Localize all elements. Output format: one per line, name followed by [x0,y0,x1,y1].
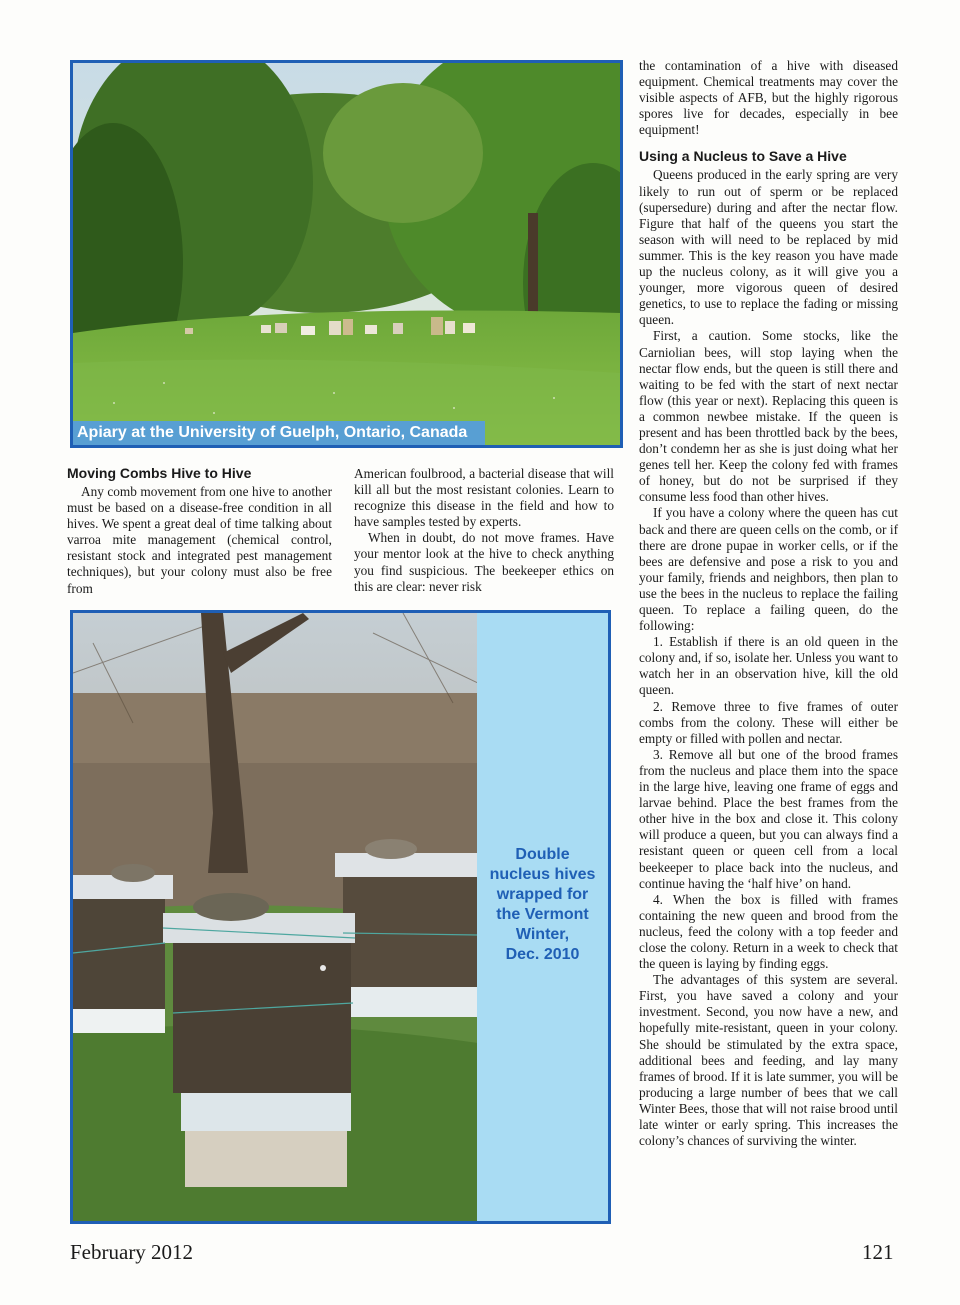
caption-line: the Vermont [496,906,589,923]
step-paragraph: 1. Establish if there is an old queen in the colony and, if so, isolate her. Unless you want to watch her in an observation hive, kill the old queen. [639,634,898,698]
body-paragraph: If you have a colony where the queen has cut back and there are queen cells on the comb, or if there are drone pupae in worker cells, or if the bees are defensive and pose a risk to you and your family, friends and neighbors, then plan to use the bees in the nucleus to replace the failing queen. To replace a failing queen, do the following: [639,505,898,634]
apiary-photo-caption: Apiary at the University of Guelph, Ontario, Canada [73,421,485,445]
body-paragraph: When in doubt, do not move frames. Have your mentor look at the hive to check anything you find suspicious. The beekeeper ethics on this are clear: never risk [354,530,614,594]
step-paragraph: 4. When the box is filled with frames containing the new queen and brood from the nucleus, feed the colony with a top feeder and close the colony. Return in a week to check that the queen is laying by finding eggs. [639,891,898,972]
caption-line: wrapped for [496,886,589,903]
nucleus-hives-photo-image [73,613,478,1221]
body-paragraph: Queens produced in the early spring are very likely to run out of sperm or be replaced (supersedure) during and after the nectar flow. Figure that half of the queens you start the season with will need to be replaced by mid summer. This is the key reason you have made up the nucleus colony, as it will give you a younger, more vigorous queen of desired genetics, to use to replace the fading or missing queen. [639,167,898,328]
nucleus-hives-photo [70,610,611,1224]
section-heading-moving-combs: Moving Combs Hive to Hive [67,465,252,481]
body-paragraph: First, a caution. Some stocks, like the Carniolian bees, will stop laying when the nectar flow ends, but the queen is still there and waiting to be fed with the start of next nectar flow (this year or next). Replacing this queen is a common newbee mistake. If the queen is present and has been throttled back by the bees, don’t condemn her as she is just doing what her genes tell her. Keep the colony fed with frames of honey, but do not be surprised if they consume less food than other hives. [639,328,898,505]
caption-line: nucleus hives [489,866,596,883]
caption-line: Double [515,846,570,863]
apiary-photo-image [73,63,620,445]
page-number: 121 [862,1240,894,1264]
step-paragraph: 3. Remove all but one of the brood frames from the nucleus and place them into the space in the large hive, leaving one frame of eggs and larvae behind. Place the best frames from the other hive in the box and close it. This colony will produce a queen, but you can always find a resistant queen or queen cell from a local beekeeper to place back into the nucleus, and continue having the ‘half hive’ on hand. [639,746,898,891]
caption-line: Dec. 2010 [505,946,580,963]
nucleus-hives-caption [477,613,608,1221]
section-heading-nucleus: Using a Nucleus to Save a Hive [639,148,847,165]
caption-line: Winter, [515,926,570,943]
step-paragraph: 2. Remove three to five frames of outer combs from the colony. These will either be empty or filled with pollen and nectar. [639,698,898,746]
body-paragraph: Any comb movement from one hive to another must be based on a disease-free condition in all hives. We spent a great deal of time talking about varroa mite management (chemical control, resistant stock and integrated pest management techniques), but your colony must also be free from [67,484,332,596]
body-paragraph: the contamination of a hive with diseased equipment. Chemical treatments may cover the visible aspects of AFB, but the highly rigorous spores live for decades, especially in bee equipment! [639,58,898,138]
apiary-photo [70,60,623,448]
body-paragraph: American foulbrood, a bacterial disease that will kill all but the most resistant colonies. Learn to recognize this disease in the field and how to have samples tested by experts. [354,466,614,530]
article-column-3 [639,58,898,1149]
footer-date: February 2012 [70,1240,194,1264]
article-column-1 [67,465,332,597]
body-paragraph: The advantages of this system are several. First, you have saved a colony and your investment. Second, you now have a new, and hopefully mite-resistant, queen in your colony. She should be stimulated by the extra space, additional bees and feeding, and lay many frames of brood. If it is late summer, you will be producing a large number of bees that we call Winter Bees, those that will not raise brood until late winter or early spring. This increases the colony’s chances of surviving the winter. [639,972,898,1149]
article-column-2 [354,466,614,595]
